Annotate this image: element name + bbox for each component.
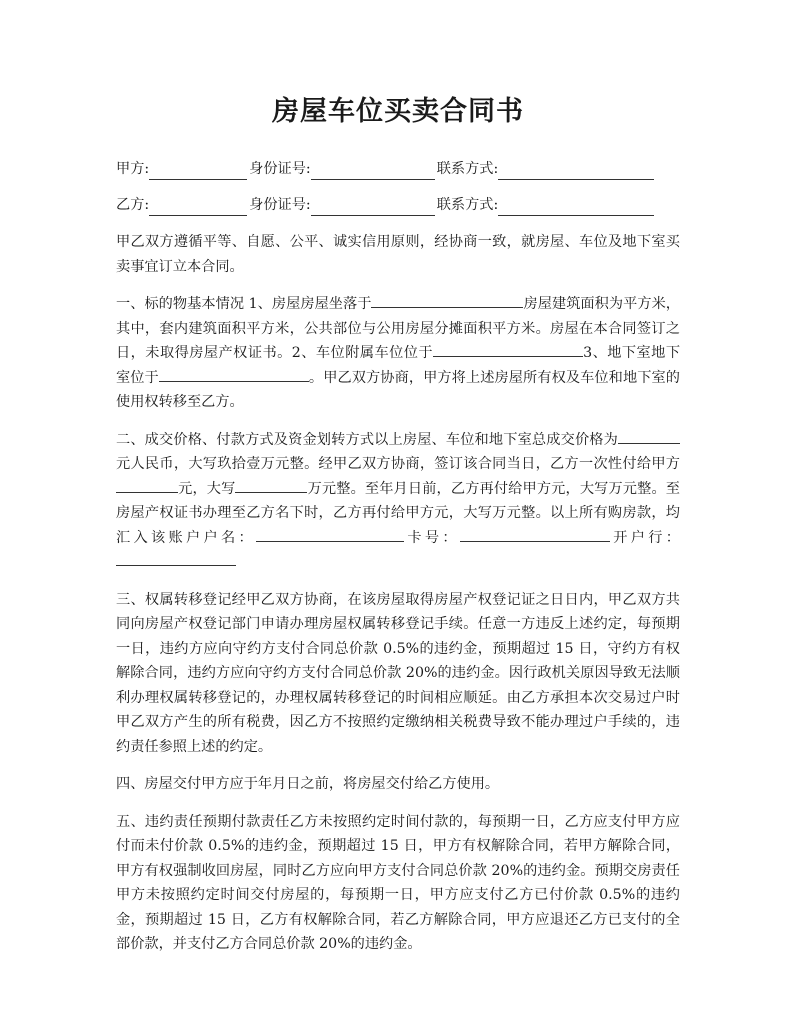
intro-paragraph: 甲乙双方遵循平等、自愿、公平、诚实信用原则，经协商一致，就房屋、车位及地下室买卖事宜订立本合同。 [116,234,680,275]
section-1-text-4: 。甲乙双方协商，甲方将上述房屋所有权及车位和地下室的使用权转移至乙方。 [116,369,680,410]
section-1-paragraph [116,292,680,415]
party-b-tel-label: 联系方式: [436,197,499,213]
first-payment-words-blank [235,477,307,493]
section-5-paragraph: 五、违约责任预期付款责任乙方未按照约定时间付款的，每预期一日，乙方应支付甲方应付而未付价款 0.5%的违约金，预期超过 15 日，甲方有权解除合同，若甲方解除合同，甲方有权强制收回房屋，同时乙方应向甲方支付合同总价款 20%的违约金。预期交房责任甲方未按照约定时间交付房屋的，每预期一日，甲方应支付乙方已付价款 0.5%的违约金，预期超过 15 日，乙方有权解除合同，若乙方解除合同，甲方应退还乙方已支付的全部价款，并支付乙方合同总价款 20%的违约金。 [116,813,680,952]
party-a-tel-blank [498,163,654,180]
section-2-text-5: 卡号： [404,529,460,546]
section-2-text-4: 万元整。至年月日前，乙方再付给甲方元，大写万元整。至房屋产权证书办理至乙方名下时，乙方再付给甲方元，大写万元整。以上所有购房款，均汇入该账户户名： [116,480,680,546]
party-b-id-label: 身份证号: [249,197,311,213]
section-1-text-3: 3、地下室地下室位于 [116,345,681,386]
party-a-name-blank [149,163,247,180]
party-a-tel-label: 联系方式: [436,161,499,177]
party-b-name-blank [149,199,247,216]
party-a-id-label: 身份证号: [249,161,311,177]
party-b-name-label: 乙方: [116,197,150,213]
party-b-tel-blank [498,199,654,216]
bank-blank [116,550,236,566]
party-b-line [116,194,680,216]
section-3-paragraph: 三、权属转移登记经甲乙双方协商，在该房屋取得房屋产权登记证之日日内，甲乙双方共同向房屋产权登记部门申请办理房屋权属转移登记手续。任意一方违反上述约定，每预期一日，违约方应向守约方支付合同总价款 0.5%的违约金，预期超过 15 日，守约方有权解除合同，违约方应向守约方支付合同总价款 20%的违约金。因行政机关原因导致无法顺利办理权属转移登记的，办理权属转移登记的时间相应顺延。由乙方承担本次交易过户时甲乙双方产生的所有税费，因乙方不按照约定缴纳相关税费导致不能办理过户手续的，违约责任参照上述的约定。 [116,591,680,755]
total-price-blank [618,428,680,444]
section-1-text-2: 房屋建筑面积为平方米，其中，套内建筑面积平方米，公共部位与公用房屋分摊面积平方米。房屋在本合同签订之日，未取得房屋产权证书。2、车位附属车位位于 [116,296,680,361]
parking-location-blank [433,341,583,357]
section-4-paragraph: 四、房屋交付甲方应于年月日之前，将房屋交付给乙方使用。 [116,776,500,792]
account-name-blank [256,526,404,542]
section-2-text-2: 元人民币，大写玖拾壹万元整。经甲乙双方协商，签订该合同当日，乙方一次性付给甲方 [116,456,680,472]
party-b-id-blank [311,199,435,216]
house-location-blank [371,292,523,308]
card-number-blank [460,526,610,542]
section-2-text-1: 二、成交价格、付款方式及资金划转方式以上房屋、车位和地下室总成交价格为 [116,431,618,448]
party-a-id-blank [311,163,435,180]
basement-location-blank [159,366,309,382]
section-1-text-1: 一、标的物基本情况 1、房屋房屋坐落于 [116,296,372,312]
section-2-text-3: 元，大写 [178,480,236,497]
section-2-text-6: 开户行： [609,529,680,546]
section-2-paragraph [116,428,680,575]
party-a-name-label: 甲方: [116,161,150,177]
party-a-line [116,158,680,180]
document-title: 房屋车位买卖合同书 [272,96,524,127]
first-payment-blank [116,477,178,493]
